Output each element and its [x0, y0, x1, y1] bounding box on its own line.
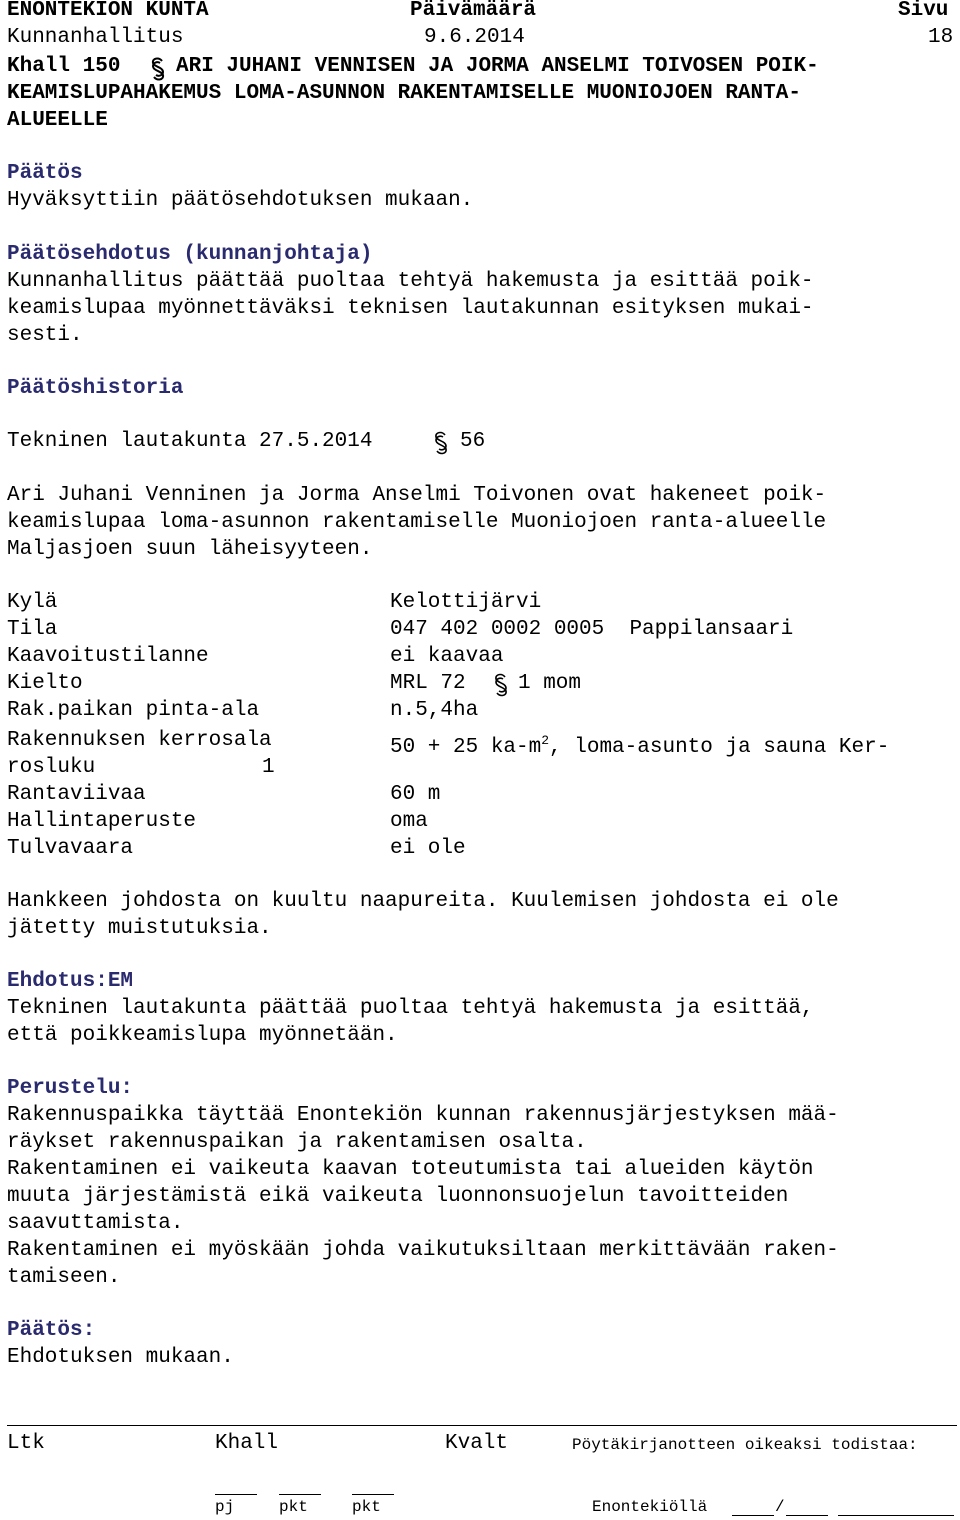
- detail-label: Rakennuksen kerrosala: [7, 729, 272, 752]
- footer-kvalt: Kvalt: [445, 1432, 509, 1455]
- date-day-line: [732, 1515, 774, 1516]
- motion-line: Tekninen lautakunta päättää puoltaa tehtyä hakemusta ja esittää,: [7, 997, 814, 1020]
- date-month-line: [786, 1515, 828, 1516]
- title-line-2: KEAMISLUPAHAKEMUS LOMA-ASUNNON RAKENTAMISELLE MUONIOJOEN RANTA-: [7, 82, 801, 105]
- intro-line: Maljasjoen suun läheisyyteen.: [7, 538, 373, 561]
- rationale-line: muuta järjestämistä eikä vaikeuta luonnonsuojelun tavoitteiden: [7, 1185, 789, 1208]
- history-board: Tekninen lautakunta 27.5.2014: [7, 430, 373, 453]
- detail-value: 047 402 0002 0005 Pappilansaari: [390, 618, 794, 641]
- proposal-line: Kunnanhallitus päättää puoltaa tehtyä hakemusta ja esittää poik-: [7, 270, 814, 293]
- detail-label: Kaavoitustilanne: [7, 645, 209, 668]
- title-line-3: ALUEELLE: [7, 109, 108, 132]
- detail-label: Hallintaperuste: [7, 810, 197, 833]
- footer-divider: [7, 1425, 957, 1426]
- section-sign-icon: [490, 672, 512, 698]
- rationale-heading: Perustelu:: [7, 1077, 134, 1100]
- detail-label: Kielto: [7, 672, 83, 695]
- intro-line: Ari Juhani Venninen ja Jorma Anselmi Toivonen ovat hakeneet poik-: [7, 484, 827, 507]
- proposal-line: sesti.: [7, 324, 83, 347]
- history-section-number: 56: [460, 430, 486, 453]
- motion-line: että poikkeamislupa myönnetään.: [7, 1024, 398, 1047]
- final-decision-heading: Päätös:: [7, 1319, 96, 1342]
- detail-label: Rantaviivaa: [7, 783, 146, 806]
- decision-heading: Päätös: [7, 162, 83, 185]
- body-name: Kunnanhallitus: [7, 26, 184, 49]
- section-sign-icon: [430, 430, 452, 456]
- detail-value: n.5,4ha: [390, 699, 479, 722]
- title-line-1: ARI JUHANI VENNISEN JA JORMA ANSELMI TOIVOSEN POIK-: [176, 55, 819, 78]
- meeting-date: 9.6.2014: [424, 26, 525, 49]
- rationale-line: Rakentaminen ei myöskään johda vaikutuksiltaan merkittävään raken-: [7, 1239, 839, 1262]
- date-year-line: [838, 1515, 954, 1516]
- hearing-line: Hankkeen johdosta on kuultu naapureita. Kuulemisen johdosta ei ole: [7, 890, 839, 913]
- proposal-heading: Päätösehdotus (kunnanjohtaja): [7, 243, 373, 266]
- footer-certify: Pöytäkirjanotteen oikeaksi todistaa:: [572, 1436, 918, 1454]
- rationale-line: räykset rakennuspaikan ja rakentamisen osalta.: [7, 1131, 587, 1154]
- rationale-line: Rakennuspaikka täyttää Enontekiön kunnan rakennusjärjestyksen mää-: [7, 1104, 839, 1127]
- rationale-line: saavuttamista.: [7, 1212, 184, 1235]
- detail-value: MRL 72: [390, 672, 466, 695]
- org-name: ENONTEKIÖN KUNTA: [7, 0, 209, 22]
- page-number: 18: [928, 26, 954, 49]
- detail-label: Tulvavaara: [7, 837, 134, 860]
- date-label: Päivämäärä: [410, 0, 537, 22]
- footer-pkt: pkt: [352, 1498, 381, 1516]
- detail-label: rosluku: [7, 756, 96, 779]
- motion-heading: Ehdotus:EM: [7, 970, 134, 993]
- intro-line: keamislupaa loma-asunnon rakentamiselle Muoniojoen ranta-alueelle: [7, 511, 827, 534]
- history-heading: Päätöshistoria: [7, 377, 184, 400]
- detail-label: Rak.paikan pinta-ala: [7, 699, 260, 722]
- decision-text: Hyväksyttiin päätösehdotuksen mukaan.: [7, 189, 474, 212]
- footer-place: Enontekiöllä: [592, 1498, 708, 1516]
- section-sign-icon: [147, 56, 169, 82]
- detail-value: ei ole: [390, 837, 466, 860]
- detail-value: ei kaavaa: [390, 645, 504, 668]
- proposal-line: keamislupaa myönnettäväksi teknisen lautakunnan esityksen mukai-: [7, 297, 814, 320]
- detail-label: Tila: [7, 618, 58, 641]
- rationale-line: Rakentaminen ei vaikeuta kaavan toteutumista tai alueiden käytön: [7, 1158, 814, 1181]
- footer-pj: pj: [215, 1498, 235, 1516]
- footer-ltk: Ltk: [7, 1432, 45, 1455]
- footer-pkt: pkt: [279, 1498, 308, 1516]
- rationale-line: tamiseen.: [7, 1266, 121, 1289]
- detail-value: Kelottijärvi: [390, 591, 542, 614]
- detail-label: Kylä: [7, 591, 58, 614]
- final-decision-text: Ehdotuksen mukaan.: [7, 1346, 234, 1369]
- page-label: Sivu: [898, 0, 949, 22]
- detail-value: 1: [262, 756, 275, 779]
- detail-value: 50 + 25 $ka-m^2$, loma-asunto ja sauna Ker-: [390, 733, 890, 759]
- footer-khall: Khall: [215, 1432, 279, 1455]
- hearing-line: jätetty muistutuksia.: [7, 917, 272, 940]
- footer-slash: /: [775, 1498, 785, 1516]
- title-prefix: Khall 150: [7, 55, 121, 78]
- detail-value: oma: [390, 810, 428, 833]
- detail-value: 60 m: [390, 783, 441, 806]
- detail-value: 1 mom: [518, 672, 582, 695]
